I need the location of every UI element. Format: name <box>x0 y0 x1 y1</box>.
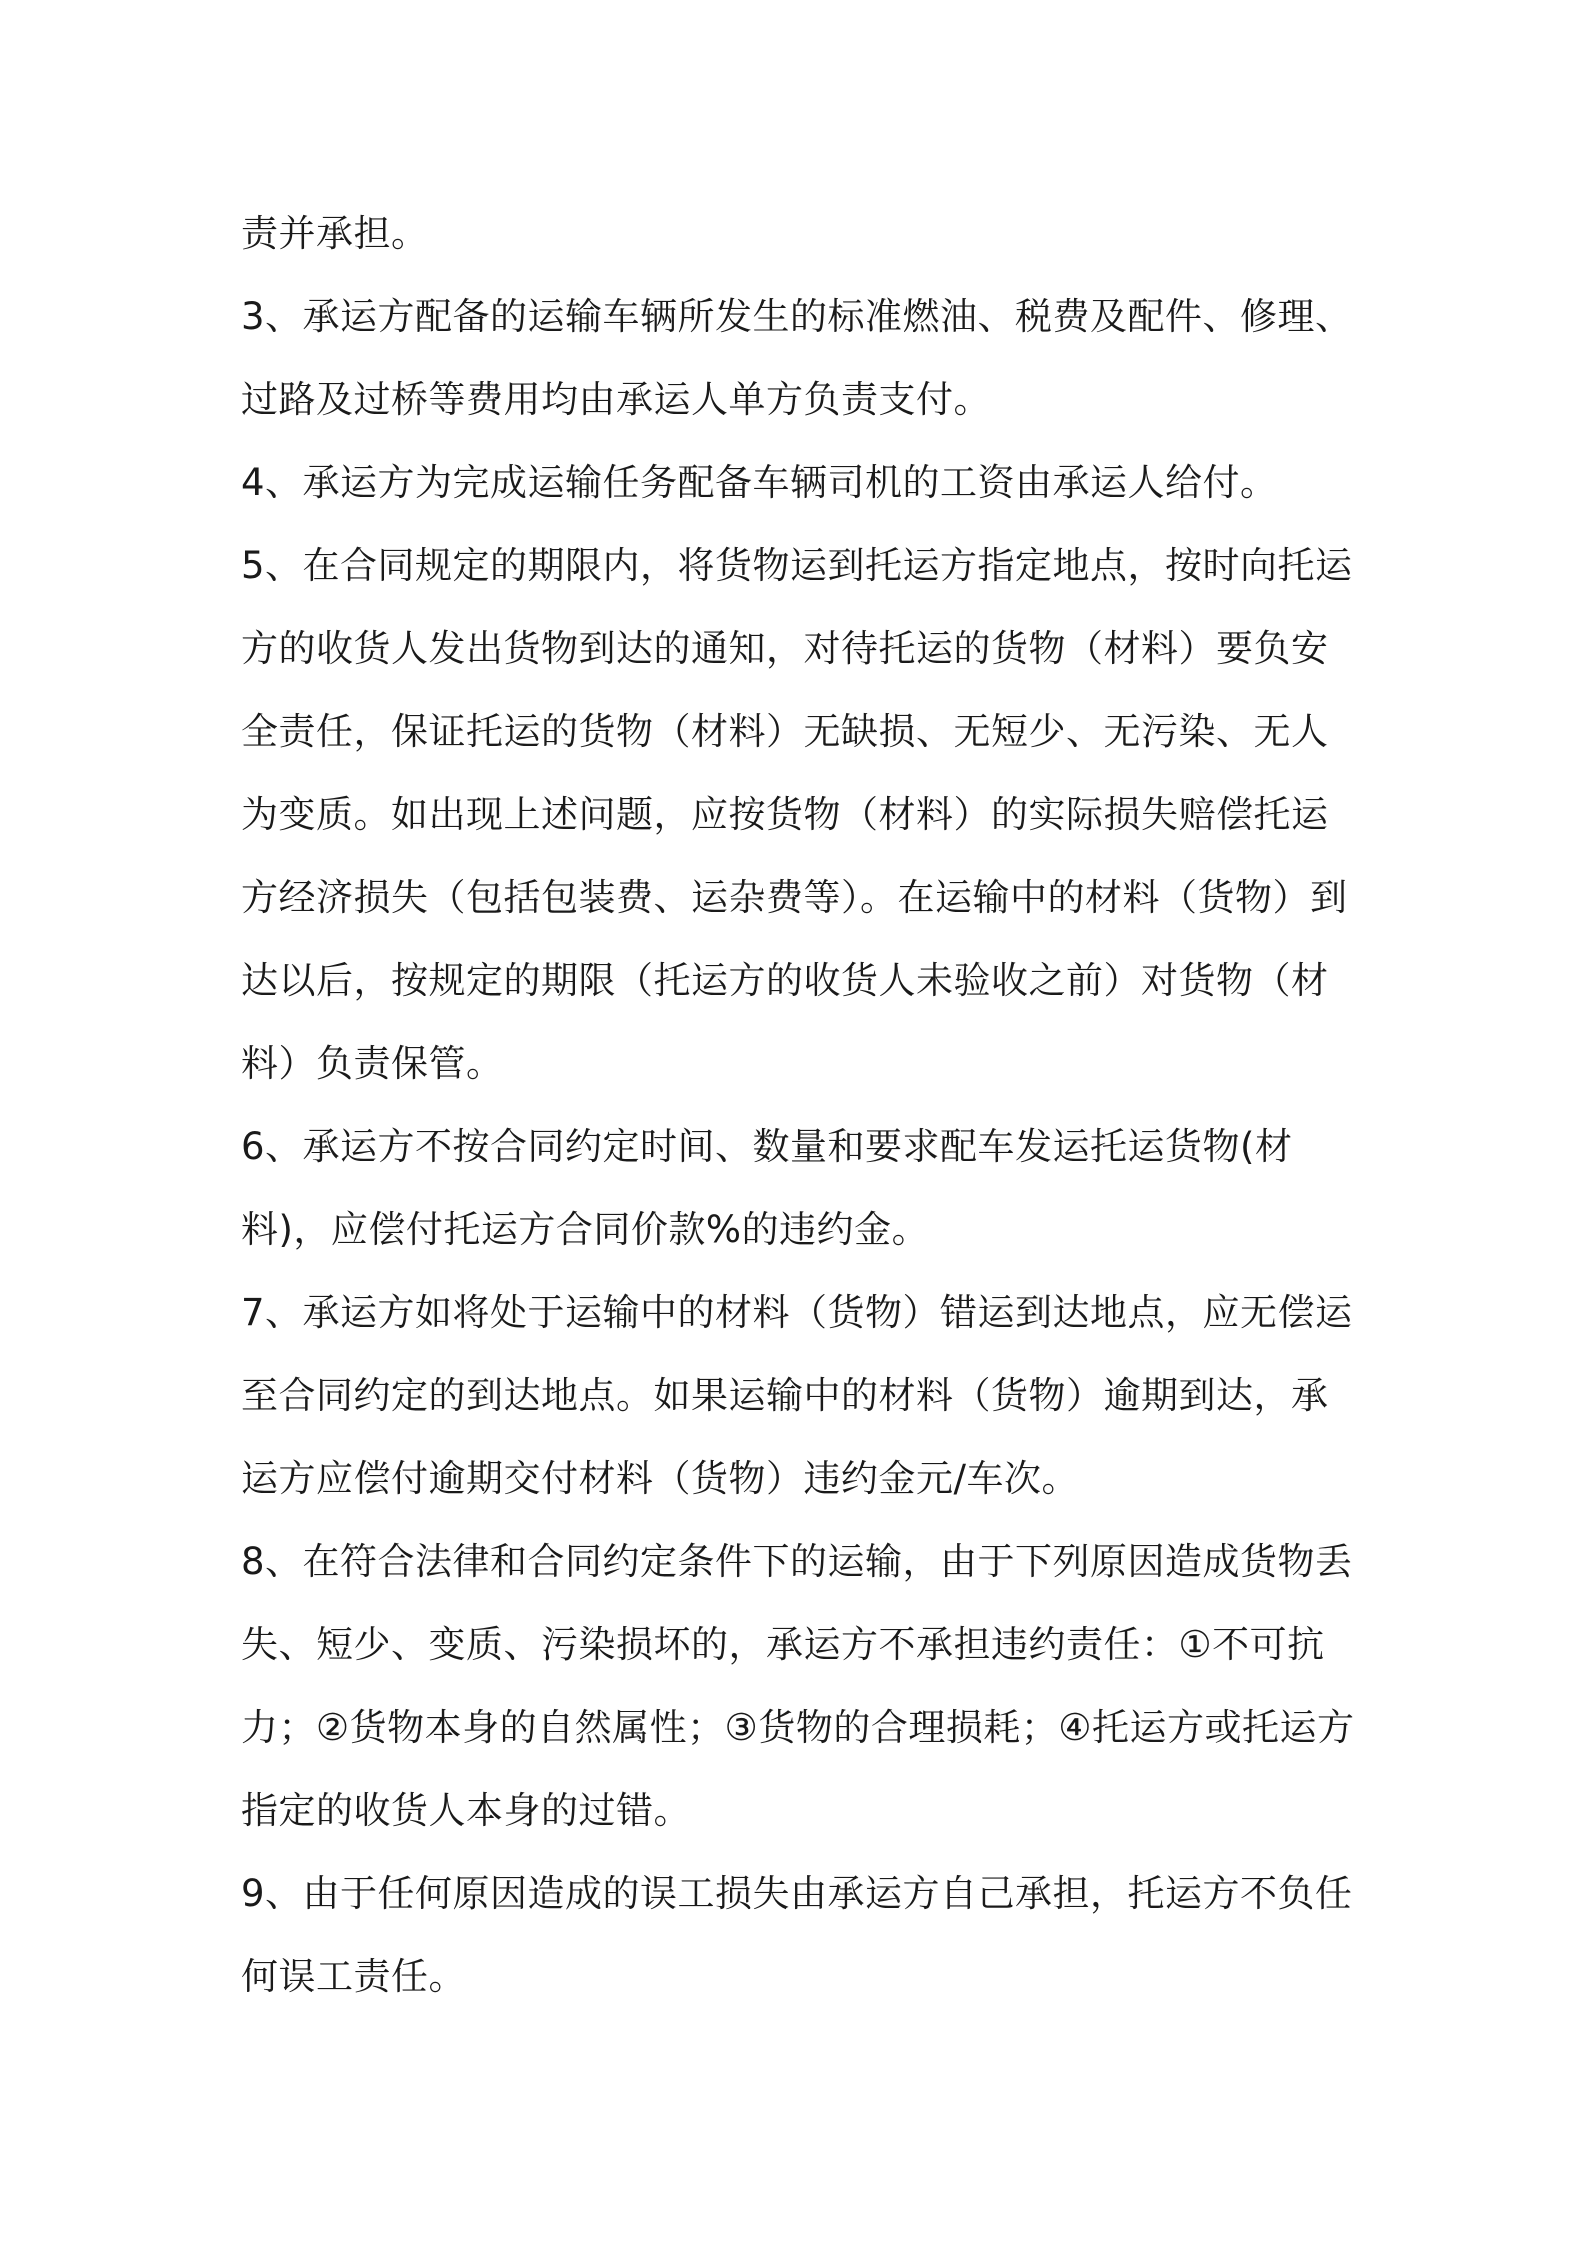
paragraph-continuation: 责并承担。 <box>241 212 429 255</box>
clause-3: 3、承运方配备的运输车辆所发生的标准燃油、税费及配件、修理、过路及过桥等费用均由承运人单方负责支付。 <box>241 295 1353 421</box>
clause-9: 9、由于任何原因造成的误工损失由承运方自己承担，托运方不负任何误工责任。 <box>241 1872 1353 1998</box>
clause-4: 4、承运方为完成运输任务配备车辆司机的工资由承运人给付。 <box>241 461 1278 504</box>
clause-8: 8、在符合法律和合同约定条件下的运输，由于下列原因造成货物丢失、短少、变质、污染损坏的，承运方不承担违约责任：①不可抗力；②货物本身的自然属性；③货物的合理损耗；④托运方或托运方指定的收货人本身的过错。 <box>241 1540 1355 1832</box>
clause-5: 5、在合同规定的期限内，将货物运到托运方指定地点，按时向托运方的收货人发出货物到达的通知，对待托运的货物（材料）要负安全责任，保证托运的货物（材料）无缺损、无短少、无污染、无人为变质。如出现上述问题，应按货物（材料）的实际损失赔偿托运方经济损失（包括包装费、运杂费等）。在运输中的材料（货物）到达以后，按规定的期限（托运方的收货人未验收之前）对货物（材料）负责保管。 <box>241 544 1353 1085</box>
clause-6: 6、承运方不按合同约定时间、数量和要求配车发运托运货物(材料)，应偿付托运方合同价款%的违约金。 <box>241 1125 1293 1251</box>
document-body <box>241 192 1361 2018</box>
clause-7: 7、承运方如将处于运输中的材料（货物）错运到达地点，应无偿运至合同约定的到达地点。如果运输中的材料（货物）逾期到达，承运方应偿付逾期交付材料（货物）违约金元/车次。 <box>241 1291 1353 1500</box>
